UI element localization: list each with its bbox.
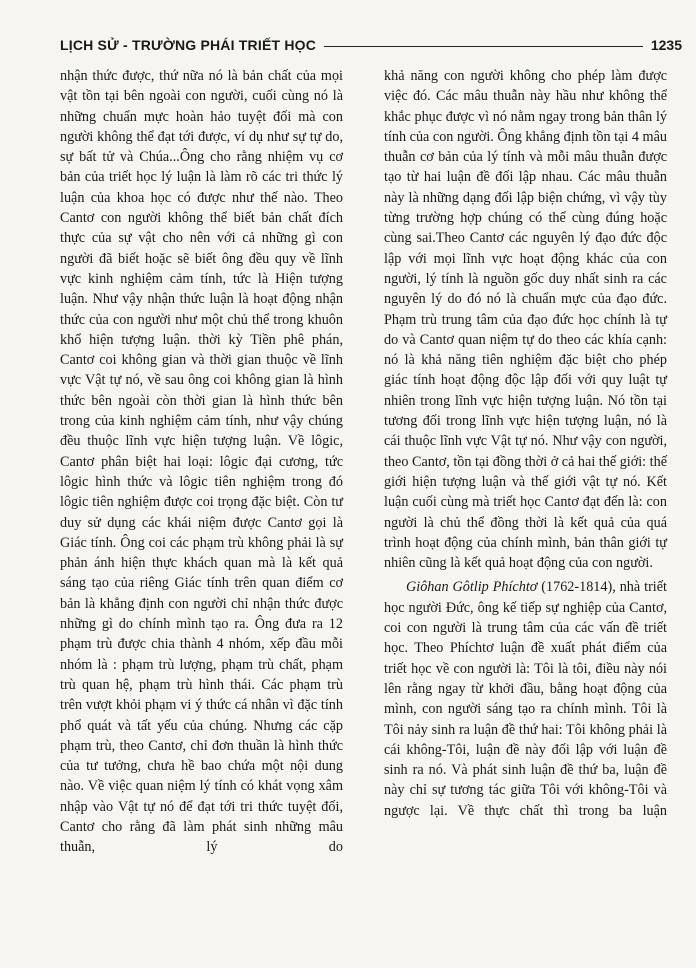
- running-title: LỊCH SỬ - TRƯỜNG PHÁI TRIẾT HỌC: [60, 37, 317, 53]
- header-rule: [324, 46, 643, 47]
- left-column-text: nhận thức được, thứ nữa nó là bản chất của mọi vật tồn tại bên ngoài con người, cuối cùng nó là những chuẩn mực hoàn hảo tuyệt đối mà con người không thể đạt tới được, ví dụ như sự tự do, sự bất tử và Chúa...Ông cho rằng nhiệm vụ cơ bản của triết học lý luận là làm rõ các tri thức lý luận của khoa học có được như thế nào. Theo Cantơ con người không thể biết bản chất đích thực của sự vật cho nên với cả những gì con người đã biết hoặc sẽ biết ông đều quy về lĩnh vực kinh nghiệm cảm tính, tức là Hiện tượng luận. Như vậy nhận thức luận là hoạt động nhận thức của con người như một chủ thể trong khuôn khổ hiện tượng luận. thời kỳ Tiền phê phán, Cantơ coi không gian và thời gian thuộc về lĩnh vực Vật tự nó, về sau ông coi không gian là hình thức bên ngoài còn thời gian là hình thức bên trong của kinh nghiệm cảm tính, như vậy chúng đều thuộc lĩnh vực hiện tượng luận. Về lôgic, Cantơ phân biệt hai loại: lôgic đại cương, tức lôgic hình thức và lôgic tiên nghiệm trong đó lôgic tiên nghiệm được coi trọng đặc biệt. Còn tư duy sử dụng các khái niệm được Cantơ gọi là Giác tính. Ông coi các phạm trù không phải là sự phản ánh hiện thực khách quan mà là kết quả sáng tạo của riêng Giác tính trên quan điểm cơ bản là khẳng định con người chỉ nhận thức được những gì do chính mình tạo ra. Ông đưa ra 12 phạm trù được chia thành 4 nhóm, xếp đầu mỗi nhóm là : phạm trù lượng, phạm trù chất, phạm trù quan hệ, phạm trù hình thái. Các phạm trù trên vượt khỏi phạm vi ý thức cá nhân vì đặc tính phổ quát và tất yếu của chúng. Nhưng các cặp phạm trù, theo Cantơ, chỉ đơn thuần là hình thức của tư tưởng, chưa hề bao chứa một nội dung nào. Về việc quan niệm lý tính có khát vọng xâm nhập vào Vật tự nó để đạt tới tri thức tuyệt đối, Cantơ cho rằng đã làm phát sinh những mâu thuẫn, lý do: [60, 68, 343, 856]
- right-column-paragraph-2: [384, 577, 667, 821]
- right-column: [384, 66, 667, 821]
- person-name-fichte: Giôhan Gôtlip Phíchtơ: [406, 579, 538, 596]
- right-column-paragraph-1: khả năng con người không cho phép làm được việc đó. Các mâu thuẫn này hầu như không thể khắc phục được vì nó nằm ngay trong bản thân lý tính của con người. Ông khẳng định tồn tại 4 mâu thuẫn cơ bản của lý tính và mỗi mâu thuẫn được tạo từ hai luận đề đối lập nhau. Các mâu thuẫn này là những dạng đối lập biện chứng, vì vậy tùy từng trường hợp chúng có thể cùng đúng hoặc cùng sai.Theo Cantơ các nguyên lý đạo đức độc lập với mọi lĩnh vực hoạt động khác của con người, lý tính là nguồn gốc duy nhất sinh ra các nguyên lý do đó nó là chuẩn mực của đạo đức. Phạm trù trung tâm của đạo đức học chính là tự do và Cantơ quan niệm tự do theo các khía cạnh: nó là khả năng tiên nghiệm đặc biệt cho phép giác tính hoạt động độc lập đối với quy luật tự nhiên trong lĩnh vực hiện tượng luận. Nó tồn tại tương đối trong lĩnh vực hiện tượng luận, nó là cái thuộc lĩnh vực Vật tự nó. Như vậy con người, theo Cantơ, tồn tại đồng thời ở cả hai thế giới: thế giới hiện tượng luận và thế giới vật tự nó. Kết luận cuối cùng mà triết học Cantơ đạt đến là: con người là chủ thể đồng thời là kết quả của quá trình hoạt động của chính mình, bản thân giới tự nhiên cũng là kết quả hoạt động của con người.: [384, 68, 667, 572]
- left-column: [60, 66, 343, 858]
- right-column-paragraph-2-text: (1762-1814), nhà triết học người Đức, ông kế tiếp sự nghiệp của Cantơ, coi con người là trung tâm của các vấn đề triết học. Theo Phíchtơ luận đề xuất phát điểm của triết học về con người là: Tôi là tôi, điều này nói lên rằng ngay từ khởi đầu, bằng hoạt động của mình, con người sáng tạo ra chính mình. Tôi là Tôi nảy sinh ra luận đề thứ hai: Tôi không phải là cái không-Tôi, luận đề này đối lập với luận đề sinh ra nó. Và phát sinh luận đề thứ ba, luận đề này chỉ sự tương tác giữa Tôi với không-Tôi và ngược lại. Về thực chất thì trong ba luận: [384, 579, 667, 819]
- page-number: 1235: [650, 37, 682, 53]
- running-header: [60, 34, 682, 56]
